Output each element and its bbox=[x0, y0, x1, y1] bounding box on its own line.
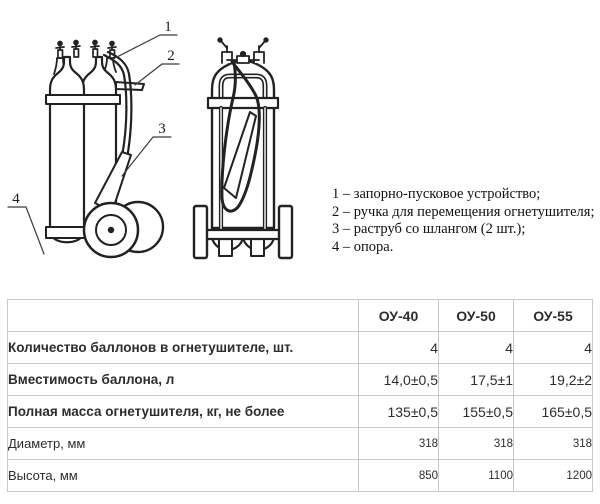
row-label: Высота, мм bbox=[8, 460, 359, 492]
cell-value: 1200 bbox=[514, 460, 593, 492]
legend-item-4: 4 – опора. bbox=[332, 238, 394, 255]
table-row bbox=[8, 364, 593, 396]
cell-value: 19,2±2 bbox=[514, 364, 593, 396]
callout-4: 4 bbox=[12, 191, 20, 207]
column-header-ou40: ОУ-40 bbox=[359, 300, 439, 332]
diagram-legend bbox=[332, 186, 596, 256]
legend-item-2: 2 – ручка для перемещения огнетушителя; bbox=[332, 203, 595, 220]
table-row bbox=[8, 332, 593, 364]
extinguisher-drawing bbox=[0, 0, 340, 292]
cell-value: 14,0±0,5 bbox=[359, 364, 439, 396]
front-valves bbox=[218, 38, 268, 63]
legend-item-1: 1 – запорно-пусковое устройство; bbox=[332, 186, 541, 202]
wheel-left-front-view bbox=[194, 206, 207, 258]
cell-value: 135±0,5 bbox=[359, 396, 439, 428]
cell-value: 318 bbox=[359, 428, 439, 460]
cylinder-front-left bbox=[50, 57, 84, 242]
legend-item-3: 3 – раструб со шлангом (2 шт.); bbox=[332, 221, 526, 238]
leader-2 bbox=[135, 64, 179, 85]
cell-value: 4 bbox=[514, 332, 593, 364]
table-row bbox=[8, 428, 593, 460]
table-row bbox=[8, 460, 593, 492]
table-row bbox=[8, 396, 593, 428]
cell-value: 4 bbox=[359, 332, 439, 364]
column-header-ou50: ОУ-50 bbox=[439, 300, 514, 332]
wheel-right-front-view bbox=[279, 206, 292, 258]
cell-value: 318 bbox=[514, 428, 593, 460]
row-label: Диаметр, мм bbox=[8, 428, 359, 460]
front-view bbox=[194, 38, 292, 258]
row-label: Вместимость баллона, л bbox=[8, 364, 359, 396]
column-header-ou55: ОУ-55 bbox=[514, 300, 593, 332]
side-view bbox=[46, 41, 163, 258]
cell-value: 4 bbox=[439, 332, 514, 364]
row-label: Количество баллонов в огнетушителе, шт. bbox=[8, 332, 359, 364]
table-corner-cell bbox=[8, 300, 359, 332]
leader-4 bbox=[8, 207, 44, 254]
axle-bar bbox=[203, 230, 283, 239]
row-label: Полная масса огнетушителя, кг, не более bbox=[8, 396, 359, 428]
cell-value: 155±0,5 bbox=[439, 396, 514, 428]
cell-value: 318 bbox=[439, 428, 514, 460]
callout-3: 3 bbox=[158, 121, 166, 137]
specs-table bbox=[7, 299, 593, 492]
callout-1: 1 bbox=[164, 19, 172, 35]
front-wheel-hub bbox=[108, 227, 114, 233]
upper-strap bbox=[46, 95, 120, 104]
cell-value: 17,5±1 bbox=[439, 364, 514, 396]
cell-value: 165±0,5 bbox=[514, 396, 593, 428]
table-header-row bbox=[8, 300, 593, 332]
front-strap bbox=[208, 98, 278, 108]
cell-value: 850 bbox=[359, 460, 439, 492]
callout-2: 2 bbox=[167, 48, 175, 64]
cell-value: 1100 bbox=[439, 460, 514, 492]
